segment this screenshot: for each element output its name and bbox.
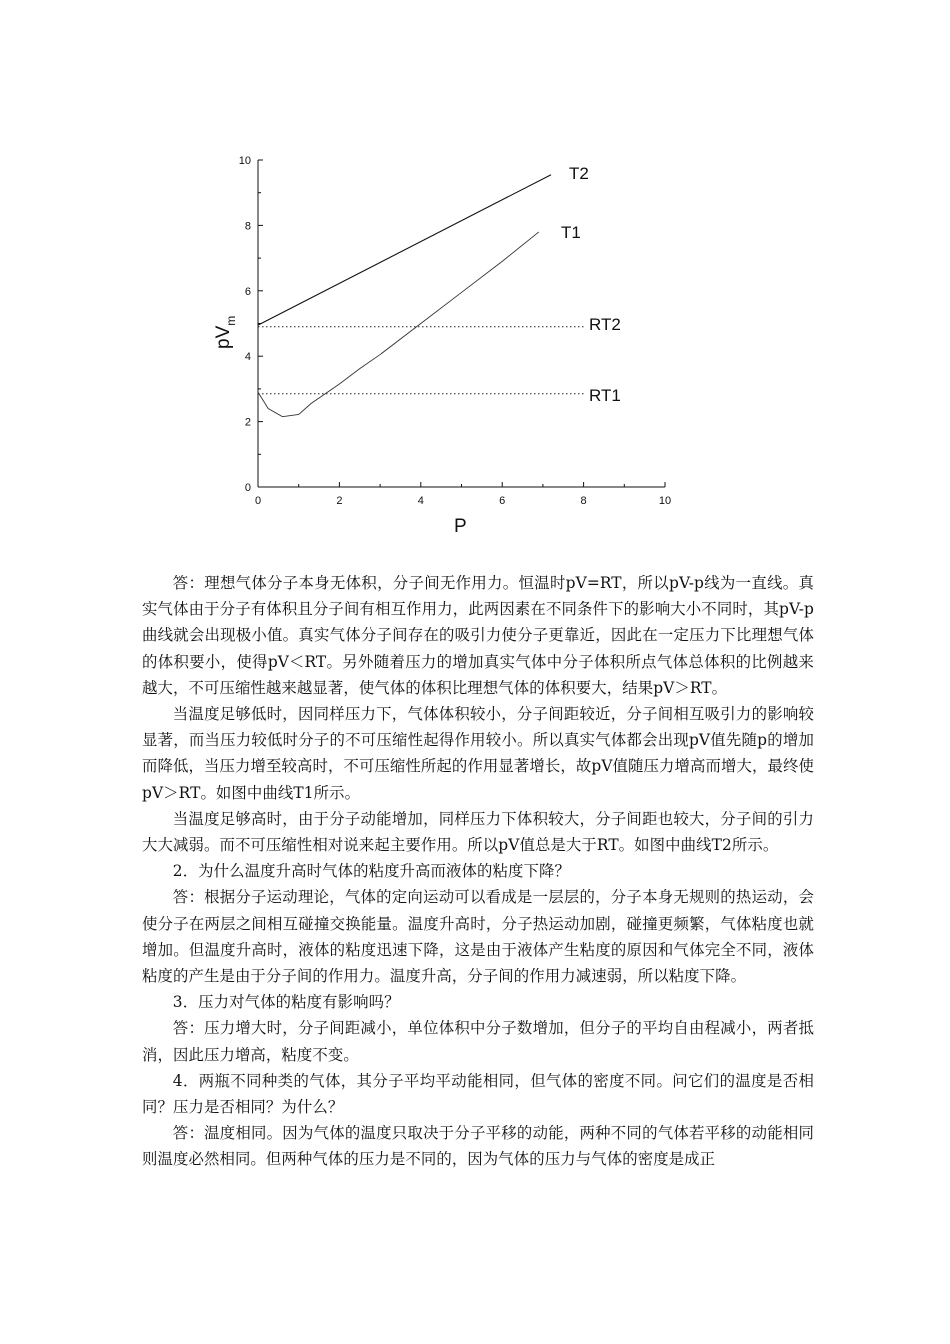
x-tick-label: 0 (254, 495, 262, 507)
x-tick-label: 4 (417, 495, 424, 507)
y-axis-title (213, 316, 238, 349)
paragraph: 答：温度相同。因为气体的温度只取决于分子平移的动能，两种不同的气体若平移的动能相同则温度必然相同。但两种气体的压力是不同的，因为气体的压力与气体的密度是成正 (142, 1124, 814, 1169)
series-rt1-label: RT1 (589, 386, 621, 405)
paragraph: 答：根据分子运动理论，气体的定向运动可以看成是一层层的，分子本身无规则的热运动，会使分子在两层之间相互碰撞交换能量。温度升高时，分子热运动加剧，碰撞更频繁，气体粘度也就增加。但温度升高时，液体的粘度迅速下降，这是由于液体产生粘度的原因和气体完全不同，液体粘度的产生是由于分子间的作用力。温度升高，分子间的作用力减速弱，所以粘度下降。 (142, 888, 814, 986)
series-t1-label: T1 (561, 223, 581, 242)
y-tick-label: 8 (244, 220, 251, 233)
pv-p-chart (0, 0, 950, 560)
paragraph: 当温度足够高时，由于分子动能增加，同样压力下体积较大，分子间距也较大，分子间的引力大大减弱。而不可压缩性相对说来起主要作用。所以pV值总是大于RT。如图中曲线T2所示。 (142, 809, 814, 855)
series-t1-line (258, 232, 539, 417)
x-ticks (255, 482, 671, 507)
question-4: 4．两瓶不同种类的气体，其分子平均平动能相同，但气体的密度不同。问它们的温度是否相同？压力是否相同？为什么？ (142, 1071, 814, 1117)
answer-text (142, 570, 814, 1173)
x-axis-title: P (454, 516, 467, 537)
paragraph: 答：压力增大时，分子间距减小，单位体积中分子数增加，但分子的平均自由程减小，两者抵消，因此压力增高，粘度不变。 (142, 1019, 814, 1064)
y-tick-label: 0 (244, 482, 251, 494)
question-2: 2．为什么温度升高时气体的粘度升高而液体的粘度下降？ (172, 862, 570, 881)
x-tick-label: 10 (658, 495, 672, 507)
x-tick-label: 2 (336, 495, 343, 507)
y-axis-title-main: pV (213, 325, 234, 349)
series-t2-label: T2 (569, 164, 589, 183)
paragraph: 当温度足够低时，因同样压力下，气体体积较小，分子间距较近，分子间相互吸引力的影响较显著，而当压力较低时分子的不可压缩性起得作用较小。所以真实气体都会出现pV值先随p的增加而降低，当压力增至较高时，不可压缩性所起的作用显著增长，故pV值随压力增高而增大，最终使pV＞RT。如图中曲线T1所示。 (142, 705, 814, 802)
paragraph: 答：理想气体分子本身无体积，分子间无作用力。恒温时pV=RT，所以pV-p线为一直线。真实气体由于分子有体积且分子间有相互作用力，此两因素在不同条件下的影响大小不同时，其pV-p曲线就会出现极小值。真实气体分子间存在的吸引力使分子更靠近，因此在一定压力下比理想气体的体积要小，使得pV＜RT。另外随着压力的增加真实气体中分子体积所点气体总体积的比例越来越大，不可压缩性越来越显著，使气体的体积比理想气体的体积要大，结果pV＞RT。 (142, 574, 814, 697)
x-tick-label: 8 (580, 495, 587, 507)
y-tick-label: 10 (238, 155, 251, 167)
y-axis-title-sub: m (224, 315, 238, 326)
series-t2-line (258, 175, 551, 325)
x-tick-label: 6 (499, 495, 506, 507)
svg-text:pVm (213, 316, 238, 349)
question-3: 3．压力对气体的粘度有影响吗？ (172, 993, 400, 1012)
series-rt2-label: RT2 (589, 315, 621, 334)
y-tick-label: 6 (244, 285, 251, 298)
y-tick-label: 2 (244, 416, 251, 429)
y-tick-label: 4 (244, 351, 251, 364)
